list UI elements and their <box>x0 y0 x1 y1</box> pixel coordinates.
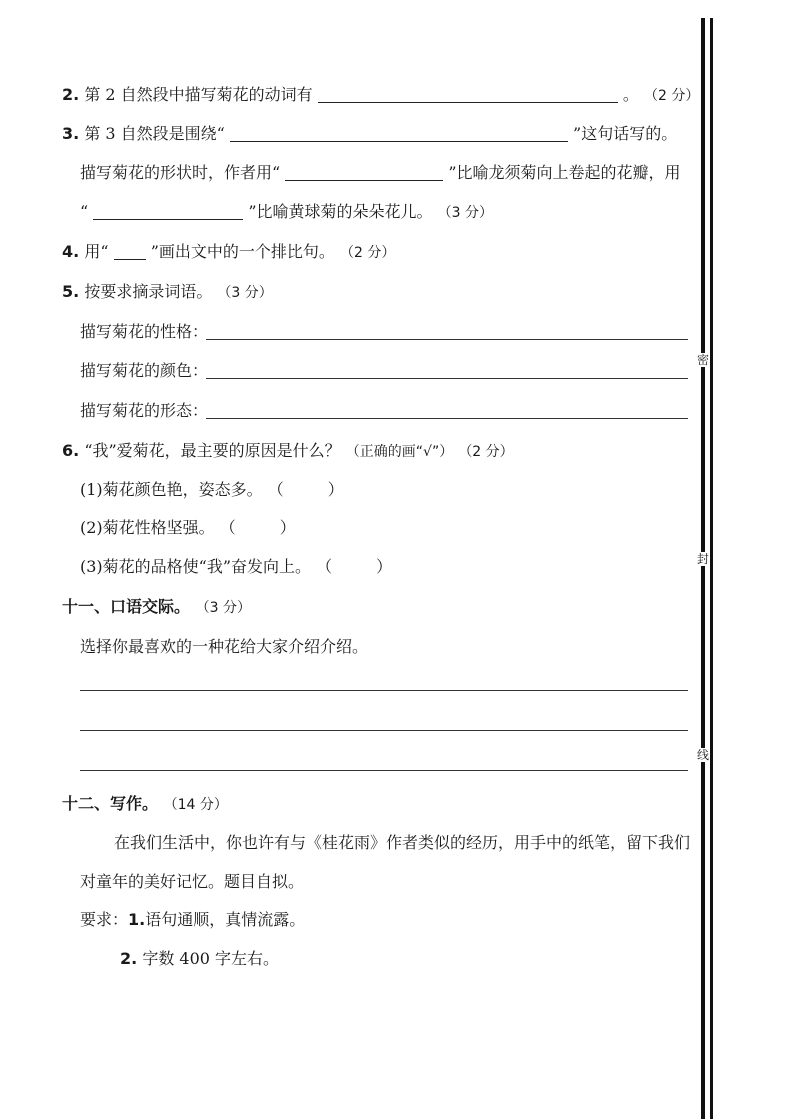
question-number: 3. <box>62 124 80 143</box>
question-text: 第 2 自然段中描写菊花的动词有 <box>84 85 313 104</box>
underline-sample <box>114 243 146 260</box>
question-tail: 。 <box>622 85 639 104</box>
q6-option-2 <box>80 517 296 539</box>
question-6 <box>62 440 514 463</box>
section-11-answer-line-3[interactable] <box>80 770 688 771</box>
q5-item-color-label: 描写菊花的颜色： <box>80 361 209 380</box>
score-label: （3 分） <box>195 600 251 616</box>
answer-blank[interactable] <box>230 125 568 142</box>
option-label: (3)菊花的品格使“我”奋发向上。 <box>80 557 312 576</box>
answer-paren[interactable]: （ ） <box>267 480 344 499</box>
writing-prompt-line-1: 在我们生活中，你也许有与《桂花雨》作者类似的经历，用手中的纸笔，留下我们 <box>114 833 691 852</box>
question-3-line-3 <box>80 201 493 224</box>
question-hint: （正确的画“√”） <box>345 444 454 460</box>
requirement-text: 语句通顺，真情流露。 <box>145 910 306 929</box>
requirement-label: 要求： <box>80 910 129 929</box>
question-number: 6. <box>62 441 80 460</box>
score-label: （2 分） <box>643 88 700 104</box>
q5-item-shape-answer-line[interactable] <box>206 418 688 419</box>
q6-option-1 <box>80 479 344 501</box>
question-number: 4. <box>62 242 80 261</box>
section-11-prompt: 选择你最喜欢的一种花给大家介绍介绍。 <box>80 637 369 656</box>
writing-requirement-1 <box>80 909 305 931</box>
question-3-line-2 <box>80 162 681 184</box>
section-11-answer-line-2[interactable] <box>80 730 688 731</box>
score-label: （3 分） <box>437 205 494 221</box>
question-text: ”比喻黄球菊的朵朵花儿。 <box>248 202 433 221</box>
question-text: 按要求摘录词语。 <box>84 282 213 301</box>
q5-item-character-answer-line[interactable] <box>206 339 688 340</box>
seal-char-feng: 封 <box>696 552 709 566</box>
answer-blank[interactable] <box>285 164 443 181</box>
question-2 <box>62 84 699 107</box>
answer-paren[interactable]: （ ） <box>316 557 393 576</box>
option-label: (2)菊花性格坚强。 <box>80 518 215 537</box>
requirement-number: 1. <box>128 910 146 929</box>
score-label: （3 分） <box>217 285 273 301</box>
question-number: 5. <box>62 282 80 301</box>
question-5 <box>62 281 273 304</box>
writing-requirement-2 <box>120 948 279 970</box>
requirement-text: 字数 400 字左右。 <box>142 949 280 968</box>
answer-blank[interactable] <box>93 203 243 220</box>
q5-item-shape-label: 描写菊花的形态： <box>80 401 209 420</box>
question-text: “ <box>80 202 89 221</box>
binding-margin-thick-line-2 <box>710 18 713 1119</box>
score-label: （2 分） <box>339 245 396 261</box>
section-11-answer-line-1[interactable] <box>80 690 688 691</box>
option-label: (1)菊花颜色艳，姿态多。 <box>80 480 263 499</box>
question-4 <box>62 241 395 264</box>
section-title: 十二、写作。 <box>62 794 159 813</box>
q6-option-3 <box>80 556 392 578</box>
question-text: 描写菊花的形状时，作者用“ <box>80 163 281 182</box>
section-11-heading <box>62 596 251 619</box>
binding-margin-thin-line <box>703 18 704 1119</box>
question-text: ”这句话写的。 <box>573 124 678 143</box>
section-12-heading <box>62 793 228 816</box>
seal-char-xian: 线 <box>696 748 709 762</box>
question-3-line-1 <box>62 123 677 145</box>
answer-paren[interactable]: （ ） <box>219 518 296 537</box>
score-label: （2 分） <box>458 444 514 460</box>
question-number: 2. <box>62 85 80 104</box>
question-text: ”画出文中的一个排比句。 <box>150 242 335 261</box>
question-text: ”比喻龙须菊向上卷起的花瓣，用 <box>448 163 681 182</box>
requirement-number: 2. <box>120 949 138 968</box>
question-text: “我”爱菊花，最主要的原因是什么？ <box>84 441 341 460</box>
q5-item-character-label: 描写菊花的性格： <box>80 322 209 341</box>
question-text: 用“ <box>84 242 109 261</box>
question-text: 第 3 自然段是围绕“ <box>84 124 225 143</box>
answer-blank[interactable] <box>318 86 618 103</box>
section-title: 十一、口语交际。 <box>62 597 191 616</box>
score-label: （14 分） <box>163 797 228 813</box>
writing-prompt-line-2: 对童年的美好记忆。题目自拟。 <box>80 872 305 891</box>
q5-item-color-answer-line[interactable] <box>206 378 688 379</box>
seal-char-mi: 密 <box>696 353 709 367</box>
